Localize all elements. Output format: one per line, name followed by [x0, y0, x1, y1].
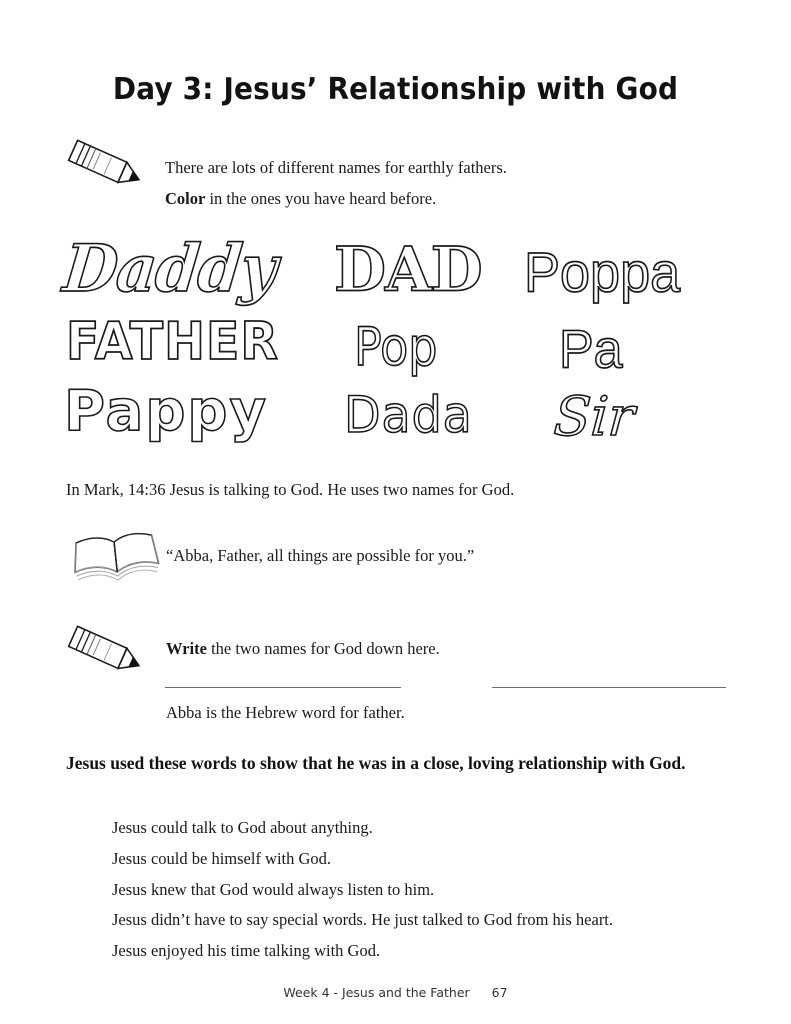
color-instruction-rest: in the ones you have heard before. [205, 189, 437, 208]
teaching-point: Jesus knew that God would always listen to him. [112, 879, 435, 899]
teaching-point: Jesus didn’t have to say special words. He just talked to God from his heart. [112, 910, 614, 930]
coloring-word-sir[interactable]: Sir [551, 385, 637, 448]
intro-text [165, 152, 725, 214]
open-book-icon [66, 530, 166, 590]
coloring-word-dada[interactable]: Dada [344, 386, 473, 444]
scripture-reference-line: In Mark, 14:36 Jesus is talking to God. He uses two names for God. [66, 480, 515, 499]
answer-line-1[interactable] [165, 687, 401, 688]
coloring-word-dad[interactable]: DAD [334, 234, 482, 306]
teaching-points [112, 813, 732, 967]
color-instruction-bold: Color [165, 189, 206, 208]
write-instruction-rest: the two names for God down here. [206, 639, 440, 658]
page-footer [0, 985, 791, 1000]
coloring-words-group [54, 232, 744, 464]
answer-line-2[interactable] [492, 687, 726, 688]
coloring-word-pop[interactable]: Pop [354, 316, 438, 378]
pencil-icon [62, 136, 150, 194]
write-instruction-bold: Write [166, 639, 207, 658]
write-instruction [166, 639, 440, 659]
coloring-word-poppa[interactable]: Poppa [524, 242, 681, 304]
scripture-quote: “Abba, Father, all things are possible for you.” [166, 546, 475, 565]
coloring-word-pappy[interactable]: Pappy [64, 379, 269, 444]
coloring-word-daddy[interactable]: Daddy [60, 230, 280, 307]
teaching-point: Jesus could talk to God about anything. [112, 818, 373, 837]
abba-note: Abba is the Hebrew word for father. [166, 703, 405, 722]
pencil-icon [62, 622, 150, 680]
page-number: 67 [491, 985, 508, 1000]
teaching-point: Jesus enjoyed his time talking with God. [112, 941, 381, 961]
footer-label: Week 4 - Jesus and the Father [283, 985, 470, 1000]
teaching-point: Jesus could be himself with God. [112, 848, 332, 868]
intro-line-1: There are lots of different names for earthly fathers. [165, 158, 507, 177]
teaching-statement: Jesus used these words to show that he was in a close, loving relationship with God. [66, 753, 686, 773]
page-title: Day 3: Jesus’ Relationship with God [112, 72, 679, 107]
coloring-word-father[interactable]: FATHER [66, 310, 279, 372]
color-instruction [165, 183, 725, 214]
coloring-word-pa[interactable]: Pa [559, 320, 623, 380]
